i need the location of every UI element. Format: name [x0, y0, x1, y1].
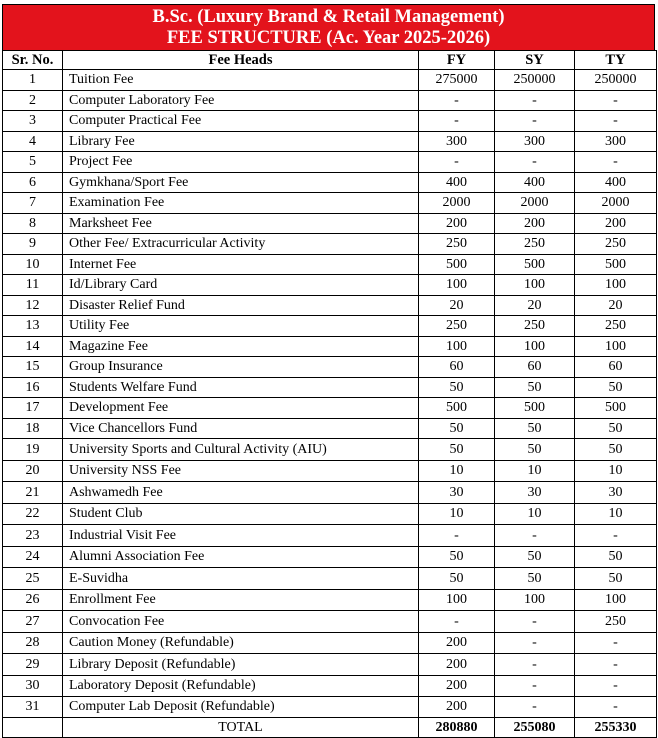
table-row	[3, 589, 657, 611]
table-row	[3, 172, 657, 193]
ty-cell: 250	[575, 611, 657, 633]
fee-head-cell: Computer Lab Deposit (Refundable)	[63, 697, 419, 718]
fee-head-cell: Magazine Fee	[63, 336, 419, 357]
sy-cell: -	[495, 111, 575, 132]
table-row	[3, 611, 657, 633]
ty-cell: 30	[575, 482, 657, 504]
fee-head-cell: Gymkhana/Sport Fee	[63, 172, 419, 193]
table-row	[3, 213, 657, 234]
sy-cell: 100	[495, 275, 575, 296]
sr-no-cell: 18	[3, 418, 63, 439]
sy-cell: 100	[495, 589, 575, 611]
fee-head-cell: Library Deposit (Refundable)	[63, 654, 419, 676]
sy-cell: -	[495, 525, 575, 547]
sy-cell: 50	[495, 546, 575, 568]
sr-no-cell: 4	[3, 131, 63, 152]
fy-cell: 50	[419, 546, 495, 568]
fy-cell: 10	[419, 460, 495, 482]
fy-cell: -	[419, 611, 495, 633]
fee-head-cell: Group Insurance	[63, 357, 419, 378]
table-row	[3, 654, 657, 676]
fee-head-cell: Computer Laboratory Fee	[63, 90, 419, 111]
sy-cell: 60	[495, 357, 575, 378]
sy-cell: -	[495, 632, 575, 654]
sr-no-cell: 23	[3, 525, 63, 547]
sy-cell: -	[495, 90, 575, 111]
table-row	[3, 234, 657, 255]
fee-table	[2, 50, 657, 738]
ty-cell: 400	[575, 172, 657, 193]
sr-no-cell: 22	[3, 503, 63, 525]
fee-head-cell: University NSS Fee	[63, 460, 419, 482]
fee-head-cell: Internet Fee	[63, 254, 419, 275]
fee-head-cell: Student Club	[63, 503, 419, 525]
sy-cell: -	[495, 611, 575, 633]
fee-head-cell: Alumni Association Fee	[63, 546, 419, 568]
ty-cell: 100	[575, 336, 657, 357]
fee-head-cell: Convocation Fee	[63, 611, 419, 633]
sr-no-cell: 28	[3, 632, 63, 654]
table-row	[3, 525, 657, 547]
sr-no-cell: 21	[3, 482, 63, 504]
fee-head-cell: Examination Fee	[63, 193, 419, 214]
sy-cell: -	[495, 697, 575, 718]
total-ty: 255330	[575, 717, 657, 737]
fy-cell: 50	[419, 418, 495, 439]
table-row	[3, 418, 657, 439]
table-row	[3, 675, 657, 697]
sr-no-cell: 24	[3, 546, 63, 568]
sy-cell: 50	[495, 439, 575, 461]
ty-cell: 20	[575, 295, 657, 316]
fee-head-cell: Development Fee	[63, 398, 419, 419]
ty-cell: 2000	[575, 193, 657, 214]
fy-cell: 50	[419, 568, 495, 590]
table-header-row	[3, 51, 657, 70]
total-sr-cell	[3, 717, 63, 737]
fy-cell: 60	[419, 357, 495, 378]
ty-cell: 100	[575, 275, 657, 296]
sy-cell: 500	[495, 398, 575, 419]
sr-no-cell: 1	[3, 70, 63, 91]
ty-cell: -	[575, 697, 657, 718]
fy-cell: 250	[419, 234, 495, 255]
ty-cell: -	[575, 90, 657, 111]
fy-cell: -	[419, 152, 495, 173]
fy-cell: 50	[419, 377, 495, 398]
table-row	[3, 697, 657, 718]
fee-head-cell: Industrial Visit Fee	[63, 525, 419, 547]
table-row	[3, 377, 657, 398]
total-sy: 255080	[495, 717, 575, 737]
fy-cell: 50	[419, 439, 495, 461]
total-label: TOTAL	[63, 717, 419, 737]
table-row	[3, 568, 657, 590]
table-row	[3, 503, 657, 525]
ty-cell: -	[575, 111, 657, 132]
table-row	[3, 460, 657, 482]
total-row	[3, 717, 657, 737]
sr-no-cell: 25	[3, 568, 63, 590]
sr-no-cell: 12	[3, 295, 63, 316]
fy-cell: -	[419, 525, 495, 547]
fee-head-cell: Disaster Relief Fund	[63, 295, 419, 316]
sy-cell: -	[495, 654, 575, 676]
table-row	[3, 193, 657, 214]
fy-cell: 275000	[419, 70, 495, 91]
sr-no-cell: 7	[3, 193, 63, 214]
ty-cell: 250	[575, 234, 657, 255]
table-row	[3, 632, 657, 654]
fy-cell: 200	[419, 654, 495, 676]
ty-cell: 50	[575, 418, 657, 439]
fee-head-cell: Laboratory Deposit (Refundable)	[63, 675, 419, 697]
sr-no-cell: 5	[3, 152, 63, 173]
fee-head-cell: Caution Money (Refundable)	[63, 632, 419, 654]
sy-cell: 2000	[495, 193, 575, 214]
fy-cell: 100	[419, 336, 495, 357]
fy-cell: 2000	[419, 193, 495, 214]
header-sr-no: Sr. No.	[3, 51, 63, 70]
sr-no-cell: 10	[3, 254, 63, 275]
fee-head-cell: Tuition Fee	[63, 70, 419, 91]
fy-cell: 10	[419, 503, 495, 525]
sy-cell: 250	[495, 316, 575, 337]
sy-cell: -	[495, 152, 575, 173]
ty-cell: 10	[575, 460, 657, 482]
table-row	[3, 111, 657, 132]
table-row	[3, 482, 657, 504]
sr-no-cell: 8	[3, 213, 63, 234]
sr-no-cell: 11	[3, 275, 63, 296]
fee-head-cell: Project Fee	[63, 152, 419, 173]
fee-structure-document	[2, 4, 655, 738]
fee-head-cell: Computer Practical Fee	[63, 111, 419, 132]
title-line-2: FEE STRUCTURE (Ac. Year 2025-2026)	[166, 28, 491, 48]
table-row	[3, 546, 657, 568]
table-row	[3, 316, 657, 337]
fee-head-cell: Utility Fee	[63, 316, 419, 337]
sy-cell: 250	[495, 234, 575, 255]
table-row	[3, 439, 657, 461]
fy-cell: 200	[419, 675, 495, 697]
table-row	[3, 90, 657, 111]
table-row	[3, 295, 657, 316]
title-banner	[2, 4, 655, 50]
fee-head-cell: University Sports and Cultural Activity (AIU)	[63, 439, 419, 461]
ty-cell: 500	[575, 254, 657, 275]
fee-head-cell: Id/Library Card	[63, 275, 419, 296]
sr-no-cell: 15	[3, 357, 63, 378]
sr-no-cell: 20	[3, 460, 63, 482]
header-sy: SY	[495, 51, 575, 70]
fee-head-cell: Library Fee	[63, 131, 419, 152]
sy-cell: 50	[495, 377, 575, 398]
sy-cell: 200	[495, 213, 575, 234]
fy-cell: 300	[419, 131, 495, 152]
table-row	[3, 152, 657, 173]
fee-head-cell: Other Fee/ Extracurricular Activity	[63, 234, 419, 255]
ty-cell: 250000	[575, 70, 657, 91]
sr-no-cell: 6	[3, 172, 63, 193]
sy-cell: 300	[495, 131, 575, 152]
fy-cell: 200	[419, 213, 495, 234]
fy-cell: 100	[419, 275, 495, 296]
sr-no-cell: 16	[3, 377, 63, 398]
sy-cell: 400	[495, 172, 575, 193]
sr-no-cell: 2	[3, 90, 63, 111]
fy-cell: 500	[419, 398, 495, 419]
fy-cell: 400	[419, 172, 495, 193]
sy-cell: 30	[495, 482, 575, 504]
sy-cell: 10	[495, 460, 575, 482]
ty-cell: -	[575, 675, 657, 697]
sr-no-cell: 3	[3, 111, 63, 132]
sr-no-cell: 9	[3, 234, 63, 255]
table-row	[3, 70, 657, 91]
header-ty: TY	[575, 51, 657, 70]
sr-no-cell: 30	[3, 675, 63, 697]
sy-cell: 50	[495, 568, 575, 590]
sr-no-cell: 14	[3, 336, 63, 357]
table-row	[3, 398, 657, 419]
fy-cell: 250	[419, 316, 495, 337]
fy-cell: 20	[419, 295, 495, 316]
table-row	[3, 357, 657, 378]
fee-head-cell: Enrollment Fee	[63, 589, 419, 611]
ty-cell: 100	[575, 589, 657, 611]
title-line-1: B.Sc. (Luxury Brand & Retail Management)	[152, 7, 505, 27]
ty-cell: 300	[575, 131, 657, 152]
fy-cell: -	[419, 90, 495, 111]
ty-cell: -	[575, 525, 657, 547]
sr-no-cell: 13	[3, 316, 63, 337]
header-fy: FY	[419, 51, 495, 70]
ty-cell: 250	[575, 316, 657, 337]
ty-cell: 50	[575, 568, 657, 590]
ty-cell: 200	[575, 213, 657, 234]
table-row	[3, 131, 657, 152]
table-row	[3, 275, 657, 296]
header-fee-heads: Fee Heads	[63, 51, 419, 70]
fee-head-cell: Vice Chancellors Fund	[63, 418, 419, 439]
sy-cell: 20	[495, 295, 575, 316]
sr-no-cell: 27	[3, 611, 63, 633]
fy-cell: 200	[419, 632, 495, 654]
total-fy: 280880	[419, 717, 495, 737]
ty-cell: 500	[575, 398, 657, 419]
table-row	[3, 336, 657, 357]
fee-head-cell: Ashwamedh Fee	[63, 482, 419, 504]
sr-no-cell: 26	[3, 589, 63, 611]
ty-cell: 50	[575, 439, 657, 461]
fee-head-cell: Marksheet Fee	[63, 213, 419, 234]
table-row	[3, 254, 657, 275]
sy-cell: 10	[495, 503, 575, 525]
fy-cell: 200	[419, 697, 495, 718]
sr-no-cell: 19	[3, 439, 63, 461]
sr-no-cell: 17	[3, 398, 63, 419]
ty-cell: 50	[575, 546, 657, 568]
sr-no-cell: 29	[3, 654, 63, 676]
ty-cell: 60	[575, 357, 657, 378]
sy-cell: 100	[495, 336, 575, 357]
fy-cell: 100	[419, 589, 495, 611]
sy-cell: -	[495, 675, 575, 697]
ty-cell: -	[575, 152, 657, 173]
ty-cell: -	[575, 632, 657, 654]
sr-no-cell: 31	[3, 697, 63, 718]
sy-cell: 250000	[495, 70, 575, 91]
fy-cell: 30	[419, 482, 495, 504]
sy-cell: 500	[495, 254, 575, 275]
fy-cell: -	[419, 111, 495, 132]
fee-head-cell: Students Welfare Fund	[63, 377, 419, 398]
fee-head-cell: E-Suvidha	[63, 568, 419, 590]
ty-cell: -	[575, 654, 657, 676]
fy-cell: 500	[419, 254, 495, 275]
ty-cell: 10	[575, 503, 657, 525]
sy-cell: 50	[495, 418, 575, 439]
ty-cell: 50	[575, 377, 657, 398]
